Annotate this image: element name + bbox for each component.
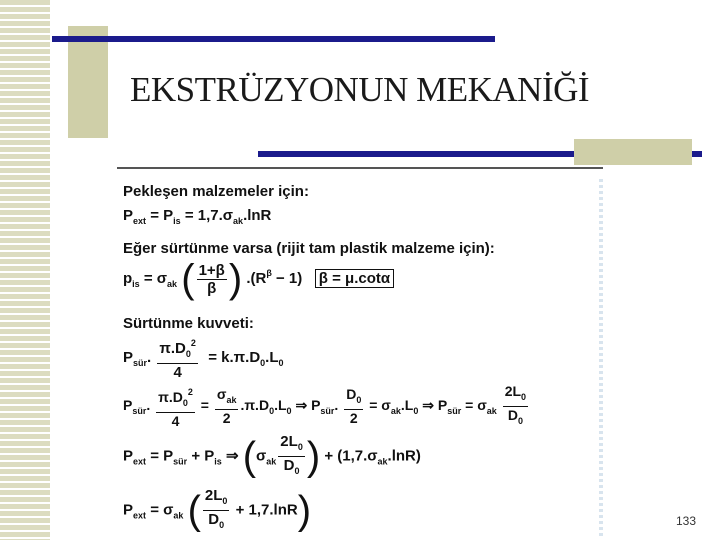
- formula-pext-final: $P_{ext} = \sigma_{ak}$ ( $\frac{2L_0}{D_0}$ + 1,7.lnR): [123, 487, 312, 533]
- panel-scan-edge: [599, 179, 603, 539]
- formula-pext-sum: $P_{ext} = P_{sür} + P_{is}$ ⇒ ($\sigma_{ak}$ $\frac{2L_0}{D_0}$ ) + $(1,7.\sigma_{ak}.\ln R)$: [123, 433, 421, 479]
- title-accent-block: [68, 26, 108, 138]
- heading-hardening: Pekleşen malzemeler için:: [123, 183, 309, 200]
- formula-pext-hardening: $P_{ext} = P_{is} = 1,7.\sigma_{ak}.\ln R$: [123, 207, 272, 226]
- heading-friction-force: Sürtünme kuvveti:: [123, 315, 254, 332]
- title-top-rule: [52, 36, 495, 42]
- slide-title: EKSTRÜZYONUN MEKANİĞİ: [130, 70, 590, 109]
- heading-friction: Eğer sürtünme varsa (rijit tam plastik malzeme için):: [123, 240, 495, 257]
- formula-psur-k: $P_{sür}$. $\frac{\pi.D_0^2}{4}$ = $k.\pi.D_0.L_0$: [123, 335, 284, 381]
- formula-psur-sigma: $P_{sür}$. $\frac{\pi.D_0^2}{4}$ = $\frac{\sigma_{ak}}{2}$ $.\pi.D_0.L_0$ ⇒ $P_{sür}$. $\frac{D_0}{2}$ = $\sigma_{ak}.L_0$ ⇒ $P_{sür} = \sigma_{ak}$ $\frac{2L_0}{D_0}$: [123, 383, 527, 429]
- left-stripe-decoration: [0, 0, 50, 540]
- formula-panel: [117, 167, 603, 539]
- rule-accent-block: [574, 139, 692, 165]
- formula-pis-friction: $p_{is} = \sigma_{ak}$ ( $\frac{1+\beta}{\beta}$ ) $.(R^\beta - 1)$ β = μ.cotα: [123, 259, 394, 299]
- beta-definition-box: β = μ.cotα: [315, 269, 394, 288]
- page-number: 133: [675, 514, 696, 528]
